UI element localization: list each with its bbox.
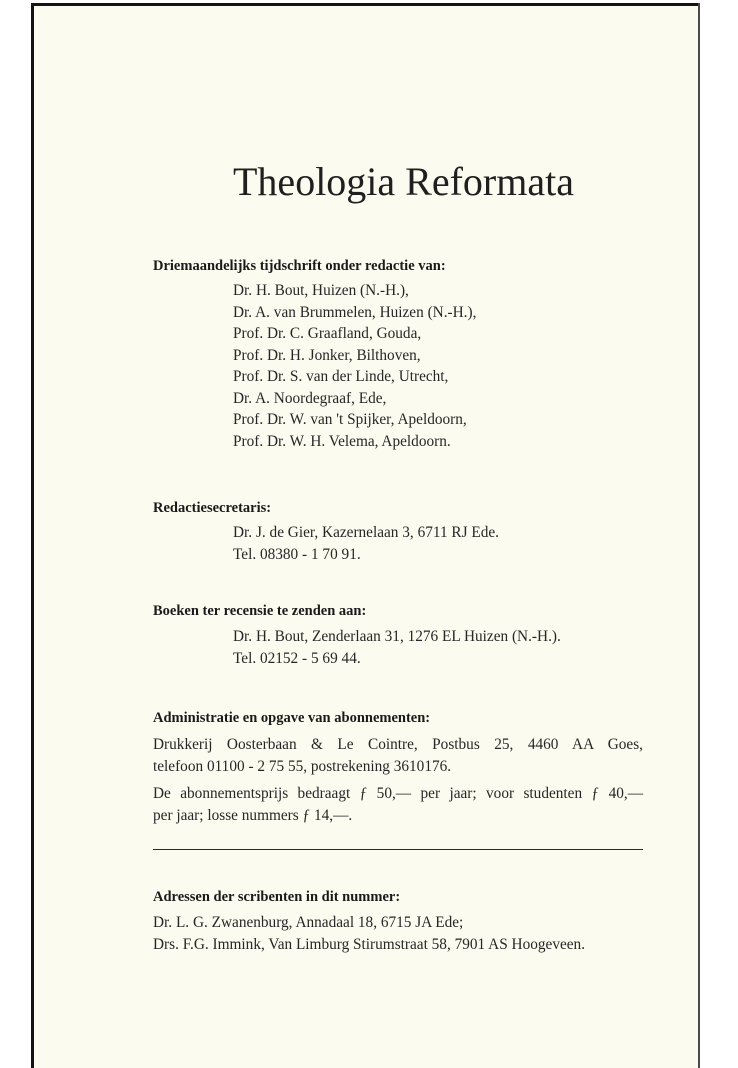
reviews-heading: Boeken ter recensie te zenden aan:: [153, 603, 367, 619]
editors-list: [233, 280, 476, 452]
secretary-phone: Tel. 08380 - 1 70 91.: [233, 545, 361, 563]
reviews-address: Dr. H. Bout, Zenderlaan 31, 1276 EL Huizen (N.-H.).: [233, 628, 561, 645]
editor-name: Prof. Dr. C. Graafland, Gouda,: [233, 325, 422, 342]
page-edge-right: [698, 3, 700, 1068]
editor-name: Prof. Dr. H. Jonker, Bilthoven,: [233, 346, 421, 364]
editor-name: Prof. Dr. W. van 't Spijker, Apeldoorn,: [233, 411, 467, 428]
secretary-block: [233, 522, 499, 565]
contributor-address: Drs. F.G. Immink, Van Limburg Stirumstraat 58, 7901 AS Hoogeveen.: [153, 935, 586, 953]
secretary-heading: Redactiesecretaris:: [153, 500, 272, 516]
editor-name: Dr. A. van Brummelen, Huizen (N.-H.),: [233, 303, 477, 321]
editor-name: Dr. A. Noordegraaf, Ede,: [233, 389, 387, 407]
reviews-block: [233, 626, 561, 669]
editor-name: Prof. Dr. W. H. Velema, Apeldoorn.: [233, 432, 451, 450]
contributors-block: [153, 912, 643, 955]
subscription-price-line: per jaar; losse nummers ƒ 14,—.: [153, 806, 353, 824]
horizontal-rule: [153, 849, 643, 850]
reviews-phone: Tel. 02152 - 5 69 44.: [233, 649, 361, 667]
subscription-price: [153, 783, 643, 826]
editors-heading: Driemaandelijks tijdschrift onder redactie van:: [153, 258, 446, 274]
administration-heading: Administratie en opgave van abonnementen:: [153, 710, 431, 726]
contributor-address: Dr. L. G. Zwanenburg, Annadaal 18, 6715 JA Ede;: [153, 914, 464, 931]
administration-address: [153, 734, 643, 777]
secretary-address: Dr. J. de Gier, Kazernelaan 3, 6711 RJ Ede.: [233, 524, 500, 541]
subscription-price-line: De abonnementsprijs bedraagt ƒ 50,— per jaar; voor studenten ƒ 40,—: [153, 785, 643, 802]
administration-address-line: Drukkerij Oosterbaan & Le Cointre, Postbus 25, 4460 AA Goes,: [153, 736, 643, 753]
contributors-heading: Adressen der scribenten in dit nummer:: [153, 889, 401, 905]
editor-name: Prof. Dr. S. van der Linde, Utrecht,: [233, 368, 449, 385]
journal-title: Theologia Reformata: [233, 159, 574, 204]
editor-name: Dr. H. Bout, Huizen (N.-H.),: [233, 282, 409, 299]
administration-address-line: telefoon 01100 - 2 75 55, postrekening 3610176.: [153, 757, 452, 775]
